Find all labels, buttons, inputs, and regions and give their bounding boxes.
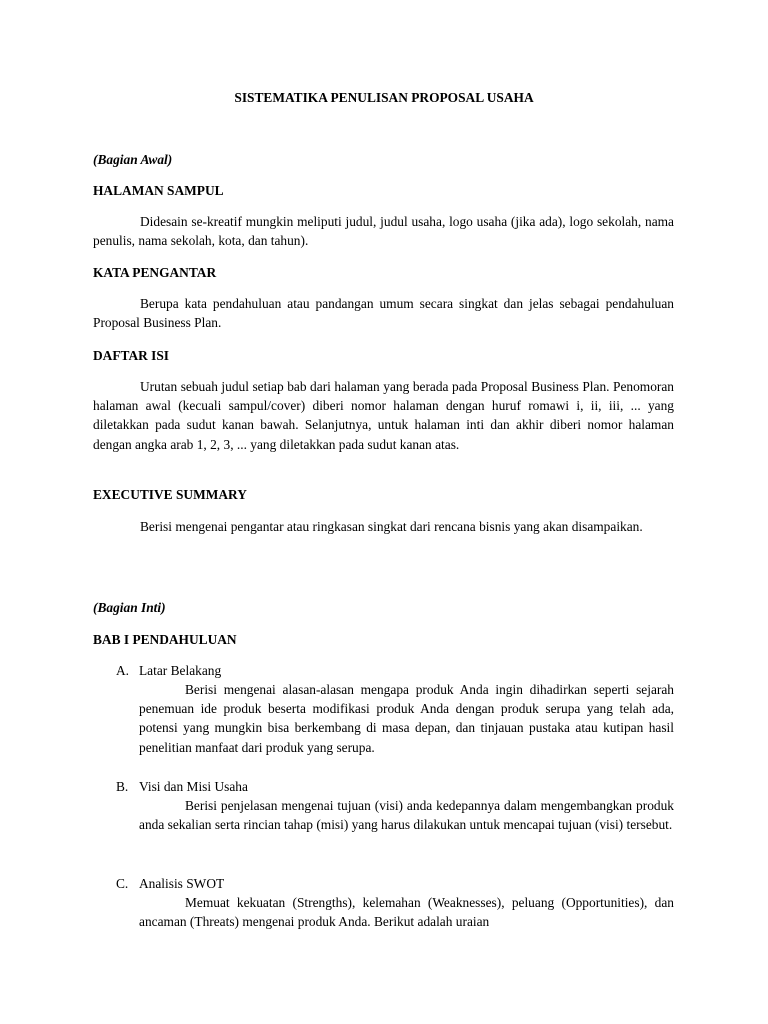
list-item-title: Latar Belakang: [139, 663, 222, 678]
paragraph-daftar-isi: Urutan sebuah judul setiap bab dari halaman yang berada pada Proposal Business Plan. Penomoran halaman awal (kecuali sampul/cover) diberi nomor halaman dengan huruf romawi i, ii, iii, ... yang diletakkan pada sudut kanan bawah. Selanjutnya, untuk halaman inti dan akhir diberi nomor halaman dengan angka arab 1, 2, 3, ... yang diletakkan pada sudut kanan atas.: [93, 379, 674, 452]
paragraph-halaman-sampul: Didesain se-kreatif mungkin meliputi judul, judul usaha, logo usaha (jika ada), logo sekolah, nama penulis, nama sekolah, kota, dan tahun).: [93, 214, 674, 249]
list-item-text: Memuat kekuatan (Strengths), kelemahan (Weaknesses), peluang (Opportunities), dan ancaman (Threats) mengenai produk Anda. Berikut adalah uraian: [139, 895, 674, 930]
paragraph-executive-summary: Berisi mengenai pengantar atau ringkasan singkat dari rencana bisnis yang akan disampaikan.: [140, 519, 643, 534]
list-marker: A.: [116, 663, 130, 678]
list-item-text: Berisi mengenai alasan-alasan mengapa produk Anda ingin dihadirkan seperti sejarah penemuan ide produk beserta modifikasi produk Anda dengan produk serupa yang telah ada, potensi yang mungkin bisa berkembang di masa depan, dan tinjauan pustaka atau kutipan hasil penelitian manfaat dari produk yang serupa.: [139, 682, 674, 755]
list-marker: C.: [116, 876, 129, 891]
heading-bab-1: BAB I PENDAHULUAN: [93, 632, 237, 647]
document-title: SISTEMATIKA PENULISAN PROPOSAL USAHA: [234, 90, 534, 105]
section-label-awal: (Bagian Awal): [93, 152, 173, 167]
list-item-title: Analisis SWOT: [139, 876, 225, 891]
heading-kata-pengantar: KATA PENGANTAR: [93, 265, 217, 280]
section-label-inti: (Bagian Inti): [93, 600, 166, 615]
heading-halaman-sampul: HALAMAN SAMPUL: [93, 183, 224, 198]
heading-executive-summary: EXECUTIVE SUMMARY: [93, 487, 247, 502]
list-item-text: Berisi penjelasan mengenai tujuan (visi) anda kedepannya dalam mengembangkan produk anda sekalian serta rincian tahap (misi) yang harus dilakukan untuk mencapai tujuan (visi) tersebut.: [139, 798, 674, 833]
list-item-title: Visi dan Misi Usaha: [139, 779, 248, 794]
paragraph-kata-pengantar: Berupa kata pendahuluan atau pandangan umum secara singkat dan jelas sebagai pendahuluan Proposal Business Plan.: [93, 296, 674, 331]
list-marker: B.: [116, 779, 129, 794]
heading-daftar-isi: DAFTAR ISI: [93, 348, 170, 363]
